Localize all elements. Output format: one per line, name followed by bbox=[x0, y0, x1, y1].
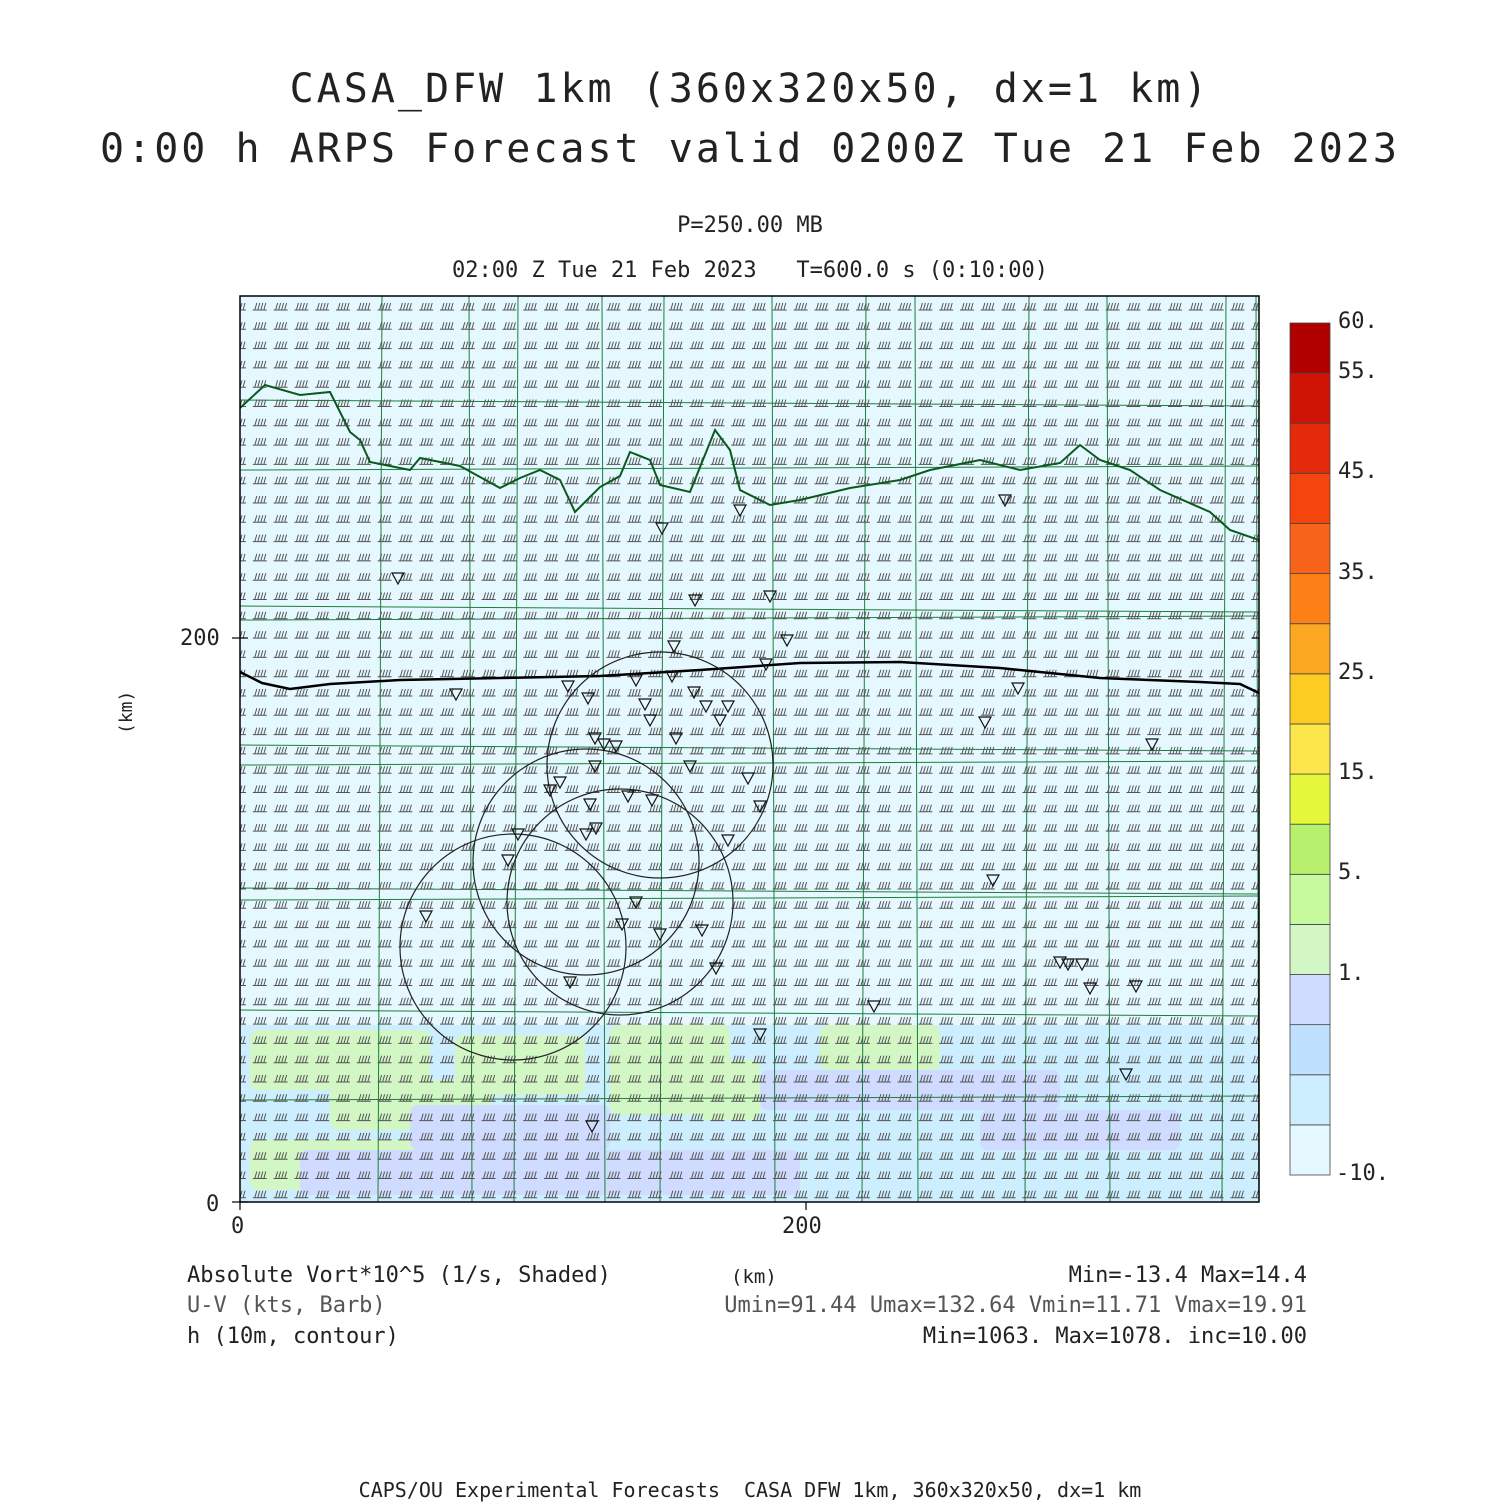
colorbar-segment bbox=[1290, 523, 1330, 573]
colorbar-label: 35. bbox=[1338, 559, 1378, 585]
plot-title-line2: 0:00 h ARPS Forecast valid 0200Z Tue 21 Feb 2023 bbox=[100, 126, 1400, 172]
colorbar-label: 60. bbox=[1338, 309, 1378, 334]
footer-credit: CAPS/OU Experimental Forecasts CASA DFW 1km, 360x320x50, dx=1 km bbox=[358, 1478, 1142, 1502]
valid-time-line: 02:00 Z Tue 21 Feb 2023 T=600.0 s (0:10:00) bbox=[451, 258, 1049, 283]
wind-min-max: Umin=91.44 Umax=132.64 Vmin=11.71 Vmax=19.91 bbox=[724, 1293, 1307, 1318]
vorticity-patch bbox=[820, 1025, 940, 1070]
x-tick-0: 0 bbox=[231, 1214, 245, 1239]
y-tick-0: 0 bbox=[206, 1192, 220, 1217]
colorbar-segment bbox=[1290, 423, 1330, 473]
legend-wind-barbs: U-V (kts, Barb) bbox=[187, 1293, 386, 1318]
height-min-max: Min=1063. Max=1078. inc=10.00 bbox=[922, 1324, 1307, 1349]
legend-height-contour: h (10m, contour) bbox=[187, 1324, 399, 1349]
county-line bbox=[240, 1202, 1259, 1208]
x-axis-unit: (km) bbox=[731, 1266, 777, 1288]
vorticity-patch bbox=[410, 1105, 610, 1150]
colorbar-segment bbox=[1290, 1075, 1330, 1125]
plot-title-line1: CASA_DFW 1km (360x320x50, dx=1 km) bbox=[289, 66, 1211, 112]
colorbar-segment bbox=[1290, 774, 1330, 824]
colorbar-label: 55. bbox=[1338, 359, 1378, 385]
vorticity-patch bbox=[700, 1060, 760, 1120]
vorticity-min-max: Min=-13.4 Max=14.4 bbox=[1068, 1263, 1307, 1288]
colorbar-segment bbox=[1290, 373, 1330, 423]
colorbar-segment bbox=[1290, 1025, 1330, 1075]
colorbar-segment bbox=[1290, 1125, 1330, 1175]
colorbar-segment bbox=[1290, 874, 1330, 924]
y-axis-unit: (km) bbox=[116, 690, 137, 734]
legend-vorticity: Absolute Vort*10^5 (1/s, Shaded) bbox=[187, 1263, 611, 1288]
y-tick-200: 200 bbox=[180, 626, 220, 651]
colorbar bbox=[1290, 323, 1330, 1175]
vorticity-patch bbox=[455, 1035, 585, 1095]
colorbar-segment bbox=[1290, 674, 1330, 724]
colorbar-segment bbox=[1290, 574, 1330, 624]
colorbar-label: -10. bbox=[1336, 1161, 1389, 1186]
pressure-level-label: P=250.00 MB bbox=[677, 213, 823, 238]
colorbar-label: 15. bbox=[1338, 760, 1378, 786]
colorbar-segment bbox=[1290, 924, 1330, 974]
x-tick-200: 200 bbox=[782, 1214, 822, 1239]
colorbar-label: 45. bbox=[1338, 459, 1378, 485]
colorbar-segment bbox=[1290, 824, 1330, 874]
colorbar-segment bbox=[1290, 473, 1330, 523]
colorbar-label: 5. bbox=[1338, 860, 1365, 886]
map-field bbox=[232, 292, 1265, 1208]
colorbar-label: 1. bbox=[1338, 960, 1365, 986]
colorbar-segment bbox=[1290, 323, 1330, 373]
colorbar-segment bbox=[1290, 624, 1330, 674]
colorbar-segment bbox=[1290, 975, 1330, 1025]
colorbar-label: 25. bbox=[1338, 659, 1378, 685]
colorbar-segment bbox=[1290, 724, 1330, 774]
